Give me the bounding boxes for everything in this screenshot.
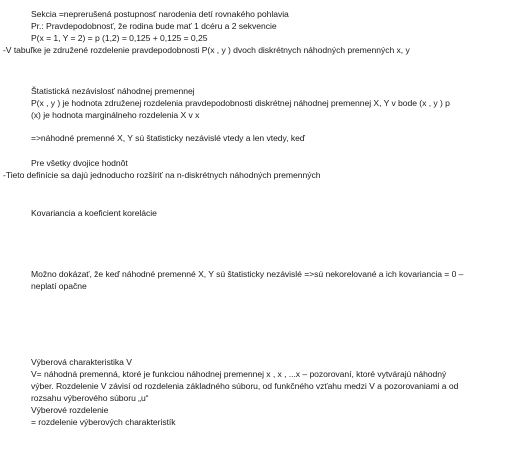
independence-text-line1: P(x , y ) je hodnota združenej rozdelenia pravdepodobnosti diskrétnej náhodnej premennej X, Y v bode (x , y ) p	[31, 98, 450, 108]
sample-line1: V= náhodná premenná, ktoré je funkciou náhodnej premennej x , x , ...x – pozorovaní, ktoré vytvárajú náhodný	[31, 369, 447, 379]
sekcia-formula: P(x = 1, Y = 2) = p (1,2) = 0,125 + 0,125 = 0,25	[31, 33, 208, 43]
covariance-proof-line2: neplatí opačne	[31, 281, 87, 291]
sekcia-definition: Sekcia =neprerušená postupnosť narodenia detí rovnakého pohlavia	[31, 9, 289, 19]
covariance-heading: Kovariancia a koeficient korelácie	[31, 208, 157, 218]
independence-implication: =>náhodné premenné X, Y sú štatisticky nezávislé vtedy a len vtedy, keď	[31, 133, 306, 143]
sekcia-example: Pr.: Pravdepodobnosť, že rodina bude mať 1 dcéru a 2 sekvencie	[31, 21, 277, 31]
covariance-proof-line1: Možno dokázať, že keď náhodné premenné X, Y sú štatisticky nezávislé =>sú nekorelované a ich kovariancia = 0 –	[31, 269, 464, 279]
table-note: -V tabuľke je združené rozdelenie pravdepodobnosti P(x , y ) dvoch diskrétnych náhodných premenných x, y	[3, 45, 410, 55]
extension-note: -Tieto definície sa dajú jednoducho rozšíriť na n-diskrétnych náhodných premenných	[3, 170, 321, 180]
independence-heading: Štatistická nezávislosť náhodnej premennej	[31, 86, 195, 96]
all-pairs-text: Pre všetky dvojice hodnôt	[31, 158, 128, 168]
sample-dist-heading: Výberové rozdelenie	[31, 405, 109, 415]
independence-text-line2: (x) je hodnota marginálneho rozdelenia X v x	[31, 110, 200, 120]
sample-line3: rozsahu výberového súboru „u“	[31, 393, 149, 403]
sample-heading: Výberová charakteristika V	[31, 357, 132, 367]
sample-line2: výber. Rozdelenie V závisí od rozdelenia základného súboru, od funkčného vzťahu medzi V a pozorovaniami a od	[31, 381, 459, 391]
sample-dist-definition: = rozdelenie výberových charakteristík	[31, 417, 176, 427]
